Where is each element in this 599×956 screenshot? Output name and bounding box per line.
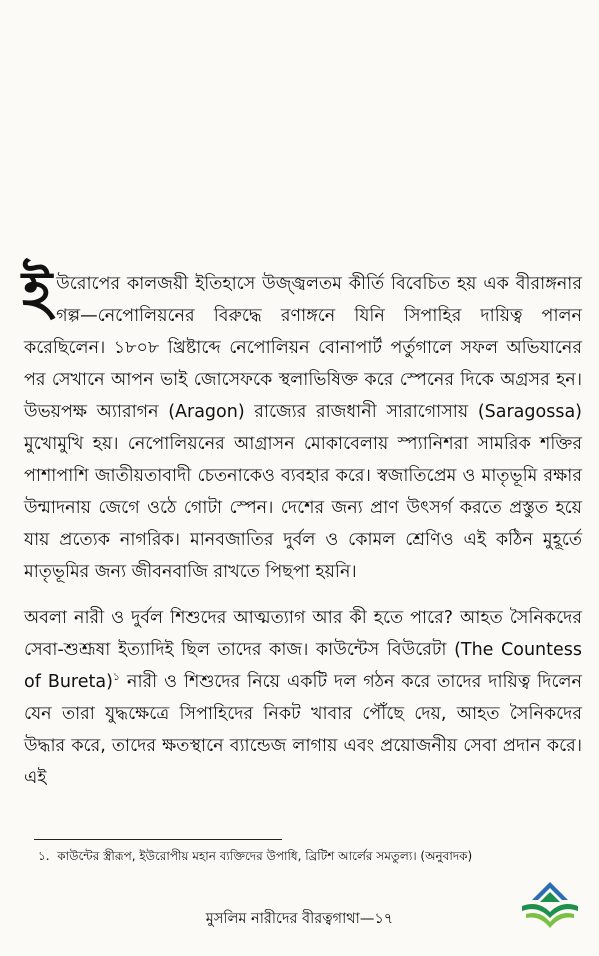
footnote-marker: ১. — [38, 849, 50, 863]
paragraph-2 — [24, 602, 582, 794]
drop-cap: ই — [22, 258, 53, 326]
footnote — [38, 848, 578, 868]
paragraph-2-text-a: অবলা নারী ও দুর্বল শিশুদের আত্মত্যাগ আর কী হতে পারে? আহত সৈনিকদের সেবা-শুশ্রূষা ইত্যাদিই ছিল তাদের কাজ। কাউন্টেস বিউরেটা (The Countess of Bureta) — [24, 608, 582, 692]
paragraph-1 — [22, 258, 582, 588]
footnote-text: কাউন্টের স্ত্রীরূপ, ইউরোপীয় মহান ব্যক্তিদের উপাধি, ব্রিটিশ আর্লের সমতুল্য। (অনুবাদক) — [57, 849, 473, 863]
footnote-divider — [34, 839, 282, 840]
page-footer — [0, 908, 599, 932]
footer-title: মুসলিম নারীদের বীরত্বগাথা—১৭ — [205, 911, 394, 927]
publisher-logo-icon — [518, 878, 582, 934]
body-text — [22, 258, 582, 794]
paragraph-1-text: উরোপের কালজয়ী ইতিহাসে উজ্জ্বলতম কীর্তি বিবেচিত হয় এক বীরাঙ্গনার গল্প—নেপোলিয়নের বিরুদ্ধে রণাঙ্গনে যিনি সিপাহির দায়িত্ব পালন করেছিলেন। ১৮০৮ খ্রিষ্টাব্দে নেপোলিয়ন বোনাপার্ট পর্তুগালে সফল অভিযানের পর সেখানে আপন ভাই জোসেফকে স্থলাভিষিক্ত করে স্পেনের দিকে অগ্রসর হন। উভয়পক্ষ অ্যারাগন (Aragon) রাজ্যের রাজধানী সারাগোসায় (Saragossa) মুখোমুখি হয়। নেপোলিয়নের আগ্রাসন মোকাবেলায় স্প্যানিশরা সামরিক শক্তির পাশাপাশি জাতীয়তাবাদী চেতনাকেও ব্যবহার করে। স্বজাতিপ্রেম ও মাতৃভূমি রক্ষার উন্মাদনায় জেগে ওঠে গোটা স্পেন। দেশের জন্য প্রাণ উৎসর্গ করতে প্রস্তুত হয়ে যায় প্রত্যেক নাগরিক। মানবজাতির দুর্বল ও কোমল শ্রেণিও এই কঠিন মুহূর্তে মাতৃভূমির জন্য জীবনবাজি রাখতে পিছপা হয়নি। — [24, 274, 582, 582]
paragraph-2-text-b: নারী ও শিশুদের নিয়ে একটি দল গঠন করে তাদের দায়িত্ব দিলেন যেন তারা যুদ্ধক্ষেত্রে সিপাহিদের নিকট খাবার পৌঁছে দেয়, আহত সৈনিকদের উদ্ধার করে, তাদের ক্ষতস্থানে ব্যান্ডেজ লাগায় এবং প্রয়োজনীয় সেবা প্রদান করে। এই — [24, 672, 582, 788]
footnote-reference: ১ — [112, 670, 121, 684]
